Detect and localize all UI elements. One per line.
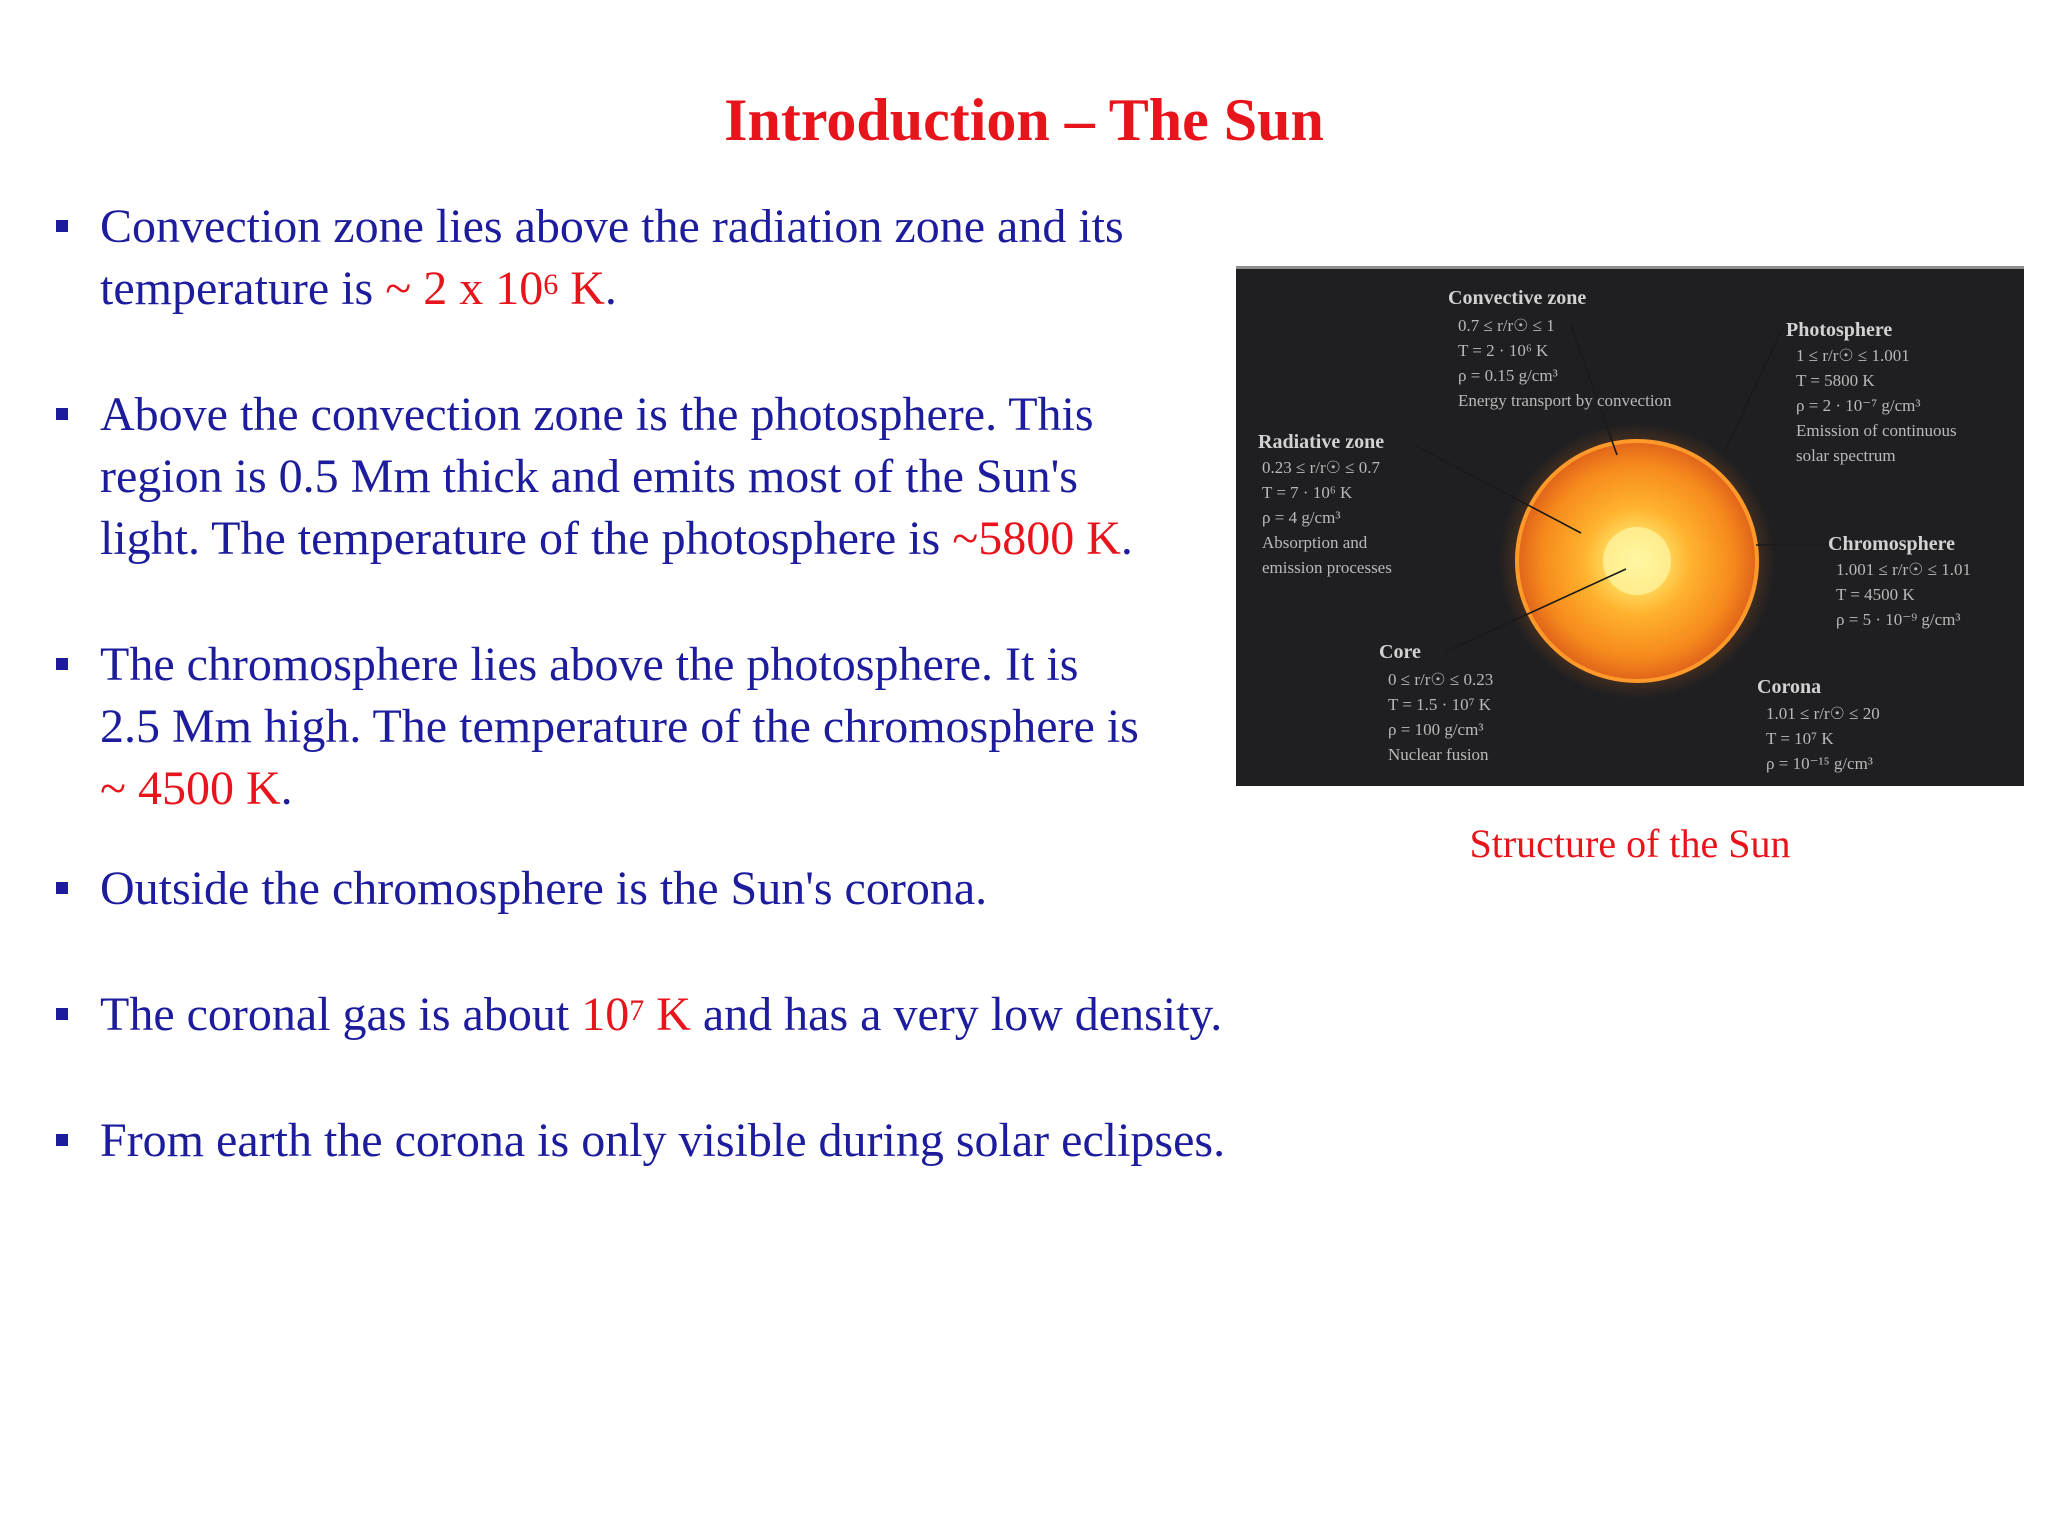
bullet-text [100, 384, 1133, 570]
bullet-line: From earth the corona is only visible during solar eclipses. [100, 1114, 1226, 1167]
convective-zone-details: 0.7 ≤ r/r☉ ≤ 1 T = 2 · 10⁶ K ρ = 0.15 g/cm³ Energy transport by convection [1458, 316, 1672, 410]
bullet-marker-icon [56, 220, 68, 232]
radiative-zone-details: 0.23 ≤ r/r☉ ≤ 0.7 T = 7 · 10⁶ K ρ = 4 g/cm³ Absorption and emission processes [1262, 458, 1392, 577]
highlight-value: ~ 4500 K [100, 762, 281, 815]
radiative-zone-label: Radiative zone [1258, 431, 1385, 453]
bullet-line: The chromosphere lies above the photosphere. It is [100, 638, 1079, 691]
bullet-text [100, 984, 1222, 1046]
bullet-line-end: and has a very low density. [690, 988, 1223, 1041]
bullet-line: The coronal gas is about [100, 988, 582, 1041]
period: . [280, 762, 293, 815]
corona-details: 1.01 ≤ r/r☉ ≤ 20 T = 10⁷ K ρ = 10⁻¹⁵ g/cm³ [1766, 704, 1880, 773]
highlight-unit: K [644, 988, 691, 1041]
highlight-value: 10 [581, 988, 630, 1041]
period: . [1120, 512, 1133, 565]
bullet-line: light. The temperature of the photosphere is [100, 512, 953, 565]
bullet-text [100, 196, 1124, 320]
bullet-text [100, 858, 987, 920]
bullet-text [100, 634, 1139, 820]
bullet-text [100, 1110, 1225, 1172]
highlight-value: ~5800 K [952, 512, 1121, 565]
photosphere-label: Photosphere [1786, 319, 1893, 341]
highlight-value: ~ 2 x 10 [385, 262, 544, 315]
core-details: 0 ≤ r/r☉ ≤ 0.23 T = 1.5 · 10⁷ K ρ = 100 g/cm³ Nuclear fusion [1388, 670, 1494, 764]
chromosphere-details: 1.001 ≤ r/r☉ ≤ 1.01 T = 4500 K ρ = 5 · 10⁻⁹ g/cm³ [1836, 560, 1971, 629]
sun-structure-figure [1236, 266, 2024, 786]
figure-caption: Structure of the Sun [1469, 821, 1791, 866]
bullet-line: Above the convection zone is the photosphere. This [100, 388, 1094, 441]
exponent: 7 [629, 994, 645, 1027]
core-circle [1603, 527, 1671, 595]
slide-title: Introduction – The Sun [724, 87, 1324, 153]
core-label: Core [1379, 641, 1421, 663]
photosphere-details: 1 ≤ r/r☉ ≤ 1.001 T = 5800 K ρ = 2 · 10⁻⁷ g/cm³ Emission of continuous solar spectrum [1796, 346, 1957, 465]
chromosphere-label: Chromosphere [1828, 533, 1956, 555]
period: . [604, 262, 617, 315]
bullet-marker-icon [56, 408, 68, 420]
bullet-marker-icon [56, 658, 68, 670]
convective-zone-label: Convective zone [1448, 287, 1587, 309]
bullet-marker-icon [56, 1008, 68, 1020]
bullet-line: temperature is [100, 262, 386, 315]
bullet-line: Outside the chromosphere is the Sun's corona. [100, 862, 988, 915]
bullet-marker-icon [56, 882, 68, 894]
bullet-line: region is 0.5 Mm thick and emits most of the Sun's [100, 450, 1078, 503]
bullet-line: 2.5 Mm high. The temperature of the chromosphere is [100, 700, 1139, 753]
bullet-marker-icon [56, 1134, 68, 1146]
exponent: 6 [543, 268, 559, 301]
corona-label: Corona [1757, 676, 1822, 698]
bullet-line: Convection zone lies above the radiation zone and its [100, 200, 1124, 253]
highlight-unit: K [558, 262, 605, 315]
